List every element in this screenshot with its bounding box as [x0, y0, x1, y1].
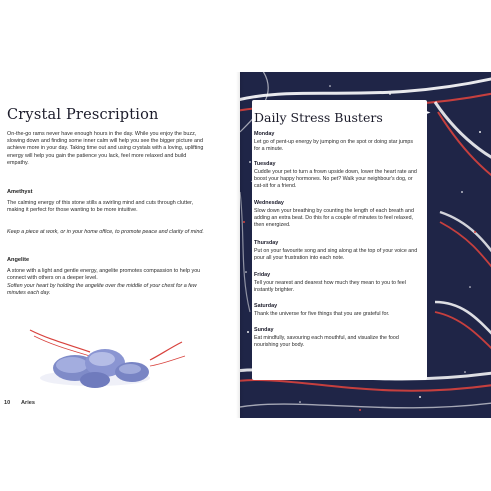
day-monday: Monday	[254, 131, 275, 137]
day-tuesday-text: Cuddle your pet to turn a frown upside down, lower the heart rate and boost your happy hormones. No pet? Walk your neighbour's dog, or cat-sit for a friend.	[254, 169, 417, 189]
amethyst-body: The calming energy of this stone stills a swirling mind and cuts through clutter, making it perfect for those wanting to be more intuitive.	[7, 200, 194, 214]
day-sunday: Sunday	[254, 327, 274, 333]
amethyst-tip: Keep a piece at work, or in your home office, to promote peace and clarity of mind.	[7, 229, 204, 235]
day-thursday: Thursday	[254, 240, 279, 246]
day-monday-text: Let go of pent-up energy by jumping on the spot or doing star jumps for a minute.	[254, 139, 414, 152]
amethyst-heading: Amethyst	[7, 189, 33, 195]
stress-busters-title: Daily Stress Busters	[254, 110, 383, 125]
day-tuesday: Tuesday	[254, 161, 276, 167]
intro-paragraph: On-the-go rams never have enough hours in the day. While you enjoy the buzz, slowing down and finding some inner calm will help you see the bigger picture and achieve more in your day. Taking time out and using crystals with a loving, uplifting energy will help you gain the patience you lack, feel more relaxed and build empathy.	[7, 131, 204, 166]
book-gutter	[236, 72, 244, 418]
chapter-label: Aries	[21, 400, 35, 406]
page-number: 10	[4, 400, 11, 406]
day-thursday-text: Put on your favourite song and sing along at the top of your voice and pour all your frustration into each note.	[254, 248, 418, 261]
day-sunday-text: Eat mindfully, savouring each mouthful, and visualize the food nourishing your body.	[254, 335, 399, 348]
day-friday: Friday	[254, 272, 271, 278]
day-saturday-text: Thank the universe for five things that you are grateful for.	[254, 311, 390, 317]
angelite-tip: Soften your heart by holding the angelite over the middle of your chest for a few minutes each day.	[7, 283, 197, 297]
angelite-body: A stone with a light and gentle energy, angelite promotes compassion to help you connect with others on a deeper level.	[7, 268, 201, 282]
day-saturday: Saturday	[254, 303, 278, 309]
angelite-stones-illustration	[20, 320, 190, 395]
day-friday-text: Tell your nearest and dearest how much they mean to you to feel instantly brighter.	[254, 280, 406, 293]
angelite-heading: Angelite	[7, 257, 30, 263]
day-wednesday: Wednesday	[254, 200, 284, 206]
page-title: Crystal Prescription	[7, 107, 159, 123]
day-wednesday-text: Slow down your breathing by counting the length of each breath and adding an extra beat. Do this for a couple of minutes to feel relaxed, then energized.	[254, 208, 414, 228]
